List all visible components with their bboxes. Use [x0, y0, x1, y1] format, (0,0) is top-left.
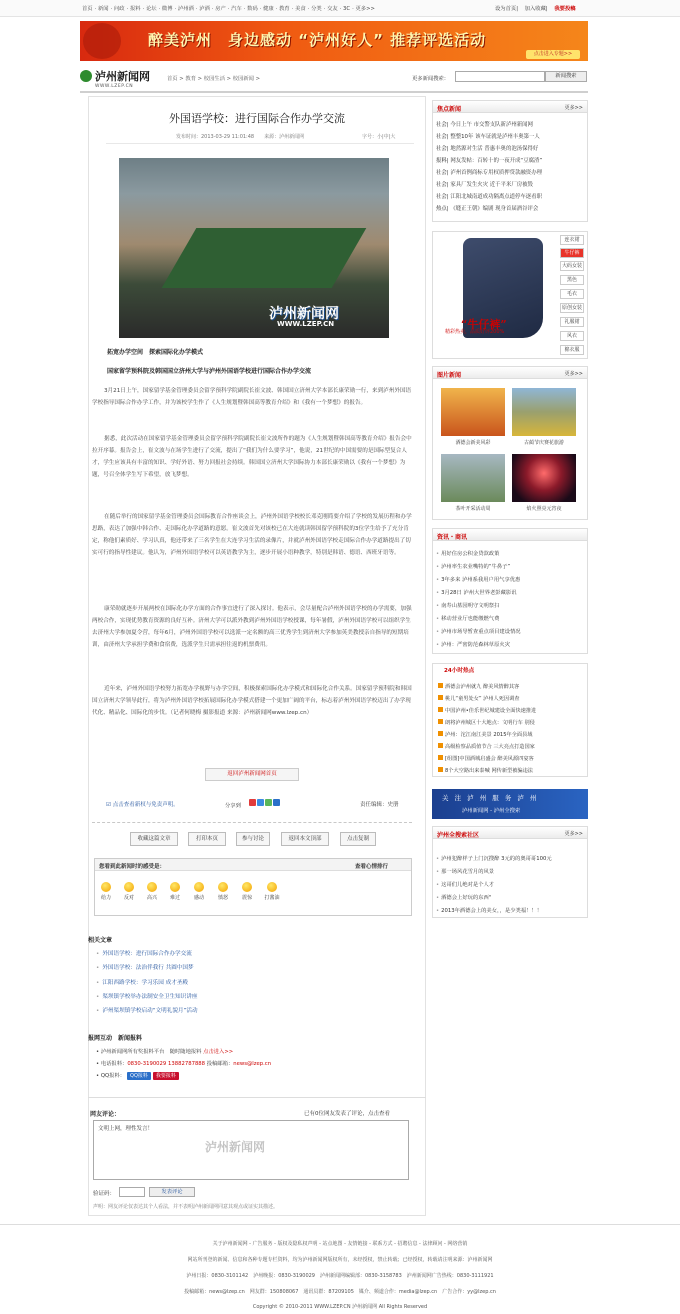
interact-line: • 电话报料：0830-3190029 13882787888 投稿邮箱：news@lzep.cn: [96, 1061, 272, 1067]
top-nav-item[interactable]: 数码: [247, 6, 258, 12]
ad-tag[interactable]: 牛仔裤: [560, 248, 584, 258]
news-headline: 网友发帖：百转十的一夜开成“豆腐渣”: [450, 158, 543, 164]
news-category: 社会: [436, 134, 447, 140]
hot-news-item[interactable]: [438, 683, 519, 690]
jeans-ad-subtitle: 精彩热卖，品质好评200%: [445, 329, 505, 335]
emoji-icon: [147, 882, 157, 892]
hot-news-text: 泸州：沱江南江美景 2015年全面县域: [445, 732, 533, 738]
ad-tag[interactable]: 连衣裙: [560, 235, 584, 245]
photo-thumbnail[interactable]: [441, 388, 505, 436]
share-more-icon[interactable]: [273, 799, 280, 806]
focus-news-item[interactable]: 社会| 今日上午 市交警支队新泸州新闻网: [436, 122, 533, 128]
top-nav-item[interactable]: 教育: [279, 6, 290, 12]
footer-divider: [0, 1224, 680, 1225]
mood-option-label: 震惊: [241, 895, 252, 901]
mail-label: 投稿邮箱：: [206, 1061, 234, 1067]
promo-item[interactable]: • 用好住房公积金贷款政策: [436, 549, 499, 557]
footer-copyright: Copyright © 2010-2011 WWW.LZEP.CN 泸州新闻网 All Rights Reserved: [252, 1304, 428, 1310]
top-nav-item[interactable]: 新闻: [97, 6, 109, 12]
hot-news-title: 24小时热点: [444, 668, 475, 674]
promo-title: 资讯・商讯: [437, 534, 468, 541]
top-nav-item[interactable]: 3C: [343, 6, 351, 12]
article-subtitle: 拓宽办学空间 探索国际化办学模式: [107, 349, 204, 356]
interact-title: 报网互动 新闻报料: [88, 1035, 143, 1042]
top-nav-item[interactable]: 交友: [327, 6, 338, 12]
bullet-icon: [438, 731, 443, 736]
news-category: 社会: [436, 194, 447, 200]
share-qzone-icon[interactable]: [257, 799, 264, 806]
banner-ad[interactable]: [80, 21, 588, 61]
hot-news-item[interactable]: [438, 707, 536, 714]
print-button[interactable]: 打印本页: [188, 832, 226, 846]
divider: [80, 91, 588, 93]
banner-sites: 泸州新闻网 - 泸州全搜索: [462, 808, 521, 814]
top-nav-item[interactable]: 美食: [295, 6, 306, 12]
phone-number: 0830-3190029 13882787888: [127, 1061, 206, 1067]
banner-figure: [83, 23, 121, 59]
qq-label: QQ报料：: [100, 1073, 126, 1079]
divider: [88, 1097, 426, 1098]
news-category: 社会: [436, 182, 447, 188]
mood-option-label: 打酱油: [264, 895, 280, 901]
logo-icon: [80, 70, 92, 82]
photo-caption[interactable]: 酒德会新美风彩: [455, 440, 491, 446]
bullet-icon: [438, 719, 443, 724]
footer-contacts: 投稿邮箱：news@lzep.cn 网友群：150808067 通讯员群：87209105 媒介、频道合作：media@lzep.cn 广告合作：yy@lzep.cn: [184, 1289, 496, 1295]
article-paragraph: 康荣勋就逐步开展两校在国际化办学方面的合作事宜进行了深入探讨。他表示，会尽量配合泸州外国语学校的办学需要，加强两校合作，实现优势教育资源的良好互补。济州大学可以派外教到泸州外国语学校授课，每年暑假，泸州外国语学校可以组织学生去济州大学参加夏令营，每年6月，泸州外国语学校可以选派一定名额的高三优秀学生到济州大学参加英美教授亲自指导的短期培训，由济州大学承担学费和食宿费，选派学生只需承担往返的机票费用。: [92, 606, 412, 648]
top-right-links: 设为首页| 加入收藏| 我要投稿: [495, 6, 576, 12]
mood-option[interactable]: [261, 882, 283, 901]
top-nav-item[interactable]: 首页: [82, 6, 93, 12]
mood-option[interactable]: [95, 882, 117, 901]
top-nav-item[interactable]: 论坛: [145, 6, 157, 12]
emoji-icon: [101, 882, 111, 892]
hot-news-item[interactable]: [438, 719, 535, 726]
share-weibo-icon[interactable]: [249, 799, 256, 806]
hot-news-text: 桃儿“童男处女” 泸州人死因调查: [445, 696, 520, 702]
promo-header: [432, 528, 588, 541]
interact-enter-link[interactable]: 点击进入>>: [203, 1049, 234, 1055]
share-label: 分享到: [225, 803, 241, 809]
top-nav-item[interactable]: 泸州酒: [177, 6, 194, 12]
submit-article-link[interactable]: 我要投稿: [554, 6, 576, 12]
mood-option[interactable]: [236, 882, 258, 901]
focus-news-item[interactable]: 社会| 地然源对生活 普惠丰奥的泡汤保得好: [436, 146, 539, 152]
news-category: 报料: [436, 158, 447, 164]
focus-news-header: [432, 100, 588, 113]
breadcrumb[interactable]: 首页 > 教育 > 校园生活 > 校园新闻 >: [167, 76, 261, 82]
news-category: 社会: [436, 170, 447, 176]
hot-news-text: 高级检察品质值节合 三大亮点打造国家: [445, 744, 535, 750]
mood-question: 您看到此新闻时的感受是：: [99, 864, 166, 870]
photo-thumbnail[interactable]: [512, 388, 576, 436]
community-item[interactable]: • 那一场风花雪月的风景: [436, 867, 494, 875]
news-category: 热点: [436, 206, 447, 212]
hot-news-item[interactable]: [438, 695, 519, 702]
community-item[interactable]: • 泸州犯醉样子上门沉搜醉 3元的的奥哥哥100元: [436, 854, 552, 862]
comment-title: 网友评论：: [90, 1111, 121, 1118]
news-headline: 家具厂发生火灾 近千平米厂房被毁: [450, 182, 533, 188]
hot-news-text: 中国泸州•佳乐世纪城建设全面快速推进: [445, 708, 537, 714]
top-nav-item[interactable]: 分类: [311, 6, 322, 12]
report-button[interactable]: 我要报料: [153, 1072, 179, 1080]
captcha-input[interactable]: [119, 1187, 145, 1197]
submit-comment-button[interactable]: 发表评论: [149, 1187, 195, 1197]
related-title: 相关文章: [88, 937, 113, 944]
banner-enter-button[interactable]: 点击进入专题>>: [526, 50, 580, 59]
focus-news-title: 焦点新闻: [437, 106, 462, 113]
focus-news-item[interactable]: 热点| 《缝正王朝》编剧 现身首届酒谷评会: [436, 206, 539, 212]
set-homepage-link[interactable]: 设为首页: [495, 6, 517, 12]
related-item[interactable]: • 外国语学校：进行国际合作办学交流: [96, 949, 192, 957]
interact-text: 泸州新闻网所有奖报料平台 随时随地报料: [100, 1049, 202, 1055]
footer-notice: 网站所刊登的新闻、信息和各种专题专栏资料，均为泸州新闻网版权所有，未经授权，禁止转载；已经授权，转载请注明来源：泸州新闻网: [187, 1257, 493, 1263]
article-meta: 发布时间：2013-03-29 11:01:48 来源：泸州新闻网: [176, 134, 305, 140]
interact-line: • 泸州新闻网所有奖报料平台 随时随地报料 点击进入>>: [96, 1049, 234, 1055]
follow-luzhou-banner[interactable]: [432, 789, 588, 819]
banner-slogan: 关 注 泸 州 服 务 泸 州: [442, 794, 539, 802]
site-logo[interactable]: [80, 68, 158, 90]
related-item[interactable]: • 泸州渠坝镇学校启动“文明礼貌月”活动: [96, 1006, 198, 1014]
community-item[interactable]: • 酒德会上好玩的东西": [436, 893, 491, 901]
article-subtitle: 国家留学预科院及韩国国立济州大学与泸州外国语学校进行国际合作办学交流: [107, 368, 312, 375]
promo-item[interactable]: • 泸州市场导暂查重点项目建设情况: [436, 627, 521, 635]
community-item[interactable]: • 这哥们儿绝对是个人才: [436, 880, 494, 888]
captcha-label: 验证码：: [93, 1191, 116, 1197]
bullet-icon: [438, 707, 443, 712]
mood-rank-link[interactable]: 查看心情排行: [355, 864, 389, 870]
editor-credit: 责任编辑：史册: [360, 802, 399, 808]
mood-option[interactable]: [164, 882, 186, 901]
article-paragraph: 3月21日上午，国家留学基金管理委员会留学预科学院副院长崔文波、韩国国立济州大学本部长康荣勋一行，来到泸州外国语学校指导国际合作办学工作，并为该校学生作了《人生规划暨韩国高等教育介绍》和《我有一个梦想》的报告。: [92, 388, 412, 406]
focus-news-item[interactable]: 社会| 泸州首例商标专用权质押贷款融资办理: [436, 170, 542, 176]
jeans-ad-title: “牛仔裤”: [461, 318, 507, 331]
hot-news-item[interactable]: [438, 767, 533, 774]
back-to-top-button[interactable]: 返回本文顶部: [281, 832, 329, 846]
mood-option[interactable]: [212, 882, 234, 901]
focus-news-item[interactable]: 报料| 网友发帖：百转十的一夜开成“豆腐渣”: [436, 158, 543, 164]
photo-thumbnail[interactable]: [512, 454, 576, 502]
article-paragraph: 在随后举行的国家留学基金管理委员会国际教育合作座谈会上，泸州外国语学校校长邓克刚简要介绍了学校的发展历程和办学思路，表达了加强中韩合作、走国际化办学道路的意愿。崔文波首先对该校已在大连就读韩国留学预科院的3位学生给予了充分肯定，称他们素质好、学习认真，他还带来了三名学生在大连学习生活的录像片，并就泸州外国语学校走国际合作办学道路提出了切实可行的指导性建议。他认为，泸州外国语学校可以英语教学为主，逐步开展小语种教学，特别是韩语、德语、西班牙语等。: [92, 514, 412, 556]
mood-option-label: 难过: [169, 895, 180, 901]
mood-option-label: 感动: [193, 895, 204, 901]
photo-table: [162, 228, 367, 288]
hot-news-text: 酒德会泸州就九 醉美风情醉其客: [445, 684, 520, 690]
search-input[interactable]: [455, 71, 545, 82]
community-title: 泸州全搜索社区: [437, 832, 480, 839]
promo-item[interactable]: • 3年多来 泸州系我用户用气享优惠: [436, 575, 520, 583]
footer-phones: 泸州日报：0830-3101142 泸州晚报：0830-3190029 泸州新闻网编辑部：0830-3158783 泸州新闻网广告热线：0830-3111921: [186, 1273, 494, 1279]
community-item[interactable]: • 2013年酒德会上的美女，，是少类福！！！: [436, 906, 542, 914]
emoji-icon: [218, 882, 228, 892]
bullet-icon: [438, 683, 443, 688]
bullet-icon: [438, 755, 443, 760]
mood-option-label: 愤怒: [217, 895, 228, 901]
bullet-icon: [438, 695, 443, 700]
qq-report-button[interactable]: QQ报料: [127, 1072, 151, 1080]
emoji-icon: [124, 882, 134, 892]
promo-item[interactable]: • 南寿山墓园明守文明祭扫: [436, 601, 499, 609]
related-item[interactable]: • 外国语学校：法治伴我行 共圆中国梦: [96, 963, 194, 971]
top-nav-item[interactable]: 泸酒: [199, 6, 210, 12]
photo-caption[interactable]: 焰火照亮元宵夜: [526, 506, 562, 512]
mood-option[interactable]: [141, 882, 163, 901]
divider: [106, 143, 414, 144]
footer-links[interactable]: 关于泸州新闻网 - 广告服务 - 版权及隐私权声明 - 站点地图 - 友情链接 - 联系方式 - 招聘信息 - 法律顾问 - 网络营销: [212, 1241, 468, 1247]
divider: [92, 822, 412, 823]
comment-count-link[interactable]: 已有0位网友发表了评论，点击查看: [304, 1111, 391, 1117]
top-nav-item[interactable]: 汽车: [231, 6, 242, 12]
hot-news-item[interactable]: [438, 743, 535, 750]
news-headline: 今日上午 市交警支队新泸州新闻网: [450, 122, 533, 128]
community-header: [432, 826, 588, 839]
mood-option[interactable]: [118, 882, 140, 901]
ad-tag[interactable]: 毛衣: [560, 289, 584, 299]
top-nav-item[interactable]: 更多>>: [355, 6, 375, 12]
ad-tag[interactable]: 棉衣服: [560, 345, 584, 355]
copy-button[interactable]: 点击复制: [340, 832, 376, 846]
emoji-icon: [170, 882, 180, 892]
news-category: 社会: [436, 122, 447, 128]
add-favorite-link[interactable]: 加入收藏: [524, 6, 546, 12]
promo-item[interactable]: • 移动营业厅也能缴燃气费: [436, 614, 499, 622]
photo-caption[interactable]: 茶叶开采活动周: [455, 506, 491, 512]
favorite-article-button[interactable]: 收藏这篇文章: [130, 832, 178, 846]
ad-tag[interactable]: 原创女装: [561, 305, 582, 311]
article-paragraph: 据悉，此次活动在国家留学基金管理委员会留学预科学院副院长崔文波所作的题为《人生规划暨韩国高等教育介绍》报告会中拉开序幕。报告会上，崔文波与在场学生进行了交流，提出了“我们为什么要学习”，他说，21世纪的中国需要的是国际型复合人才，学生应该具有丰富的知识、学好外语、努力回报社会持续。韩国国立济州大学国际协力本部长康荣勋以《我有一个梦想》为题，号召全体学生写下希望，放飞梦想。: [92, 436, 412, 478]
phone-label: 电话报料：: [100, 1061, 128, 1067]
hot-news-item[interactable]: [438, 755, 534, 762]
focus-news-item[interactable]: 社会| 家具厂发生火灾 近千平米厂房被毁: [436, 182, 533, 188]
bullet-icon: [438, 743, 443, 748]
comment-disclaimer: 声明：网友评论仅表达其个人看法，并不表明泸州新闻网同意其观点或证实其描述。: [93, 1204, 279, 1210]
disclaimer-link[interactable]: ☑ 点击查看新权与免责声明。: [106, 802, 179, 808]
search-button[interactable]: 新闻搜索: [545, 71, 587, 82]
ad-tag[interactable]: 风衣: [560, 331, 584, 341]
mood-option-label: 给力: [100, 895, 111, 901]
top-nav-item[interactable]: 健康: [263, 6, 274, 12]
promo-item[interactable]: • 3月28日 泸州大世界老彭藏影讯: [436, 588, 516, 596]
news-category: 社会: [436, 146, 447, 152]
news-headline: 江阳北城南道成功隔离点道停车逐看职: [450, 194, 542, 200]
banner-text: 醉美泸州 身边感动 “泸州好人” 推荐评选活动: [148, 31, 487, 49]
comment-placeholder: 文明上网，理性发言！: [98, 1126, 154, 1132]
hot-news-text: 8个大空路出来泰喊 网传新型被骗违法: [445, 768, 533, 774]
top-nav-item[interactable]: 房产: [215, 6, 226, 12]
ad-tag[interactable]: 礼服裙: [560, 317, 584, 327]
emoji-icon: [267, 882, 277, 892]
article-photo: [119, 158, 389, 338]
photo-news-header: [432, 366, 588, 379]
share-icons: [249, 799, 281, 808]
discuss-button[interactable]: 参与讨论: [236, 832, 270, 846]
photo-news-more-link[interactable]: 更多>>: [564, 371, 583, 377]
photo-news-title: 图片新闻: [437, 372, 462, 379]
logo-url: WWW.LZEP.CN: [95, 84, 134, 89]
hot-news-text: [组图]中国酒城启盛会 醉美风源四宴客: [445, 756, 534, 762]
article-title: 外国语学校：进行国际合作办学交流: [169, 112, 345, 125]
news-headline: 地然源对生活 普惠丰奥的泡汤保得好: [450, 146, 539, 152]
share-renren-icon[interactable]: [265, 799, 272, 806]
bullet-icon: [438, 767, 443, 772]
font-size-switcher[interactable]: 字号：小|中|大: [362, 134, 396, 140]
promo-item[interactable]: • 泸州率生农业嘴特的“牛鼻子”: [436, 562, 510, 570]
article-paragraph: 近年来，泸州外国语学校努力拓宽办学视野与办学空间，积极探索国际化办学模式和国际化合作关系。国家留学预科院和韩国国立济州大学领导此行，将为泸州外国语学校拓展国际化办学模式搭建一个更加广阔的平台，标志着泸州外国语学校迈出了办学现代化、精品化、国际化的步伐。（记者何晓梅 摄影报道 来源：泸州新闻网www.lzep.cn）: [92, 686, 412, 716]
interact-line: • QQ报料： QQ报料 我要报料: [96, 1071, 179, 1080]
hot-news-text: 朗将泸州城区十大地点：文明行车 别侵: [445, 720, 535, 726]
news-headline: 泸州首例商标专用权质押贷款融资办理: [450, 170, 542, 176]
photo-watermark: 泸州新闻网: [269, 306, 339, 322]
focus-news-item[interactable]: 社会| 整整10年 该车证就是泸州丰奥第一人: [436, 134, 540, 140]
focus-news-more-link[interactable]: 更多>>: [564, 105, 583, 111]
mail-address[interactable]: news@lzep.cn: [233, 1061, 272, 1067]
mood-option[interactable]: [188, 882, 210, 901]
community-more-link[interactable]: 更多>>: [564, 831, 583, 837]
photo-caption[interactable]: 古蔺节庆赛花旅游: [523, 440, 564, 446]
related-item[interactable]: • 江阳西路学校：学习乐园 成才圣殿: [96, 978, 188, 986]
hot-news-item[interactable]: [438, 731, 532, 738]
related-item[interactable]: • 渠坝镇学校举办法制安全卫生知识讲座: [96, 992, 197, 1000]
mood-option-label: 反对: [123, 895, 134, 901]
back-home-button[interactable]: 返回泸州新闻网首页: [205, 768, 299, 781]
top-nav-item[interactable]: 报料: [129, 6, 141, 12]
photo-watermark-url: WWW.LZEP.CN: [277, 320, 335, 328]
focus-news-item[interactable]: 社会| 江阳北城南道成功隔离点道停车逐看职: [436, 194, 542, 200]
news-headline: 《缝正王朝》编剧 现身首届酒谷评会: [450, 206, 539, 212]
comment-watermark-logo: 泸州新闻网: [205, 1140, 266, 1154]
ad-tag[interactable]: 黑色: [560, 275, 584, 285]
logo-name: 泸州新闻网: [95, 70, 150, 83]
promo-item[interactable]: • 泸州：严密防范森林草原火灾: [436, 640, 510, 648]
top-nav-item[interactable]: 问政: [113, 6, 125, 12]
search-label: 更多新闻搜索：: [412, 76, 450, 82]
disclaimer-link-label: 点击查看新权与免责声明。: [112, 802, 179, 808]
photo-thumbnail[interactable]: [441, 454, 505, 502]
ad-tag[interactable]: 大码女装: [561, 263, 582, 269]
emoji-icon: [194, 882, 204, 892]
news-headline: 整整10年 该车证就是泸州丰奥第一人: [450, 134, 540, 140]
emoji-icon: [242, 882, 252, 892]
mood-option-label: 高兴: [146, 895, 157, 901]
top-nav: 首页 · 新闻 · 问政 · 报料 · 论坛 · 微博 · 泸州酒 · 泸酒 · 房产 · 汽车 · 数码 · 健康 · 教育 · 美食 · 分类 · 交友 · 3C · 更多>>: [82, 6, 375, 12]
top-nav-item[interactable]: 微博: [161, 6, 173, 12]
